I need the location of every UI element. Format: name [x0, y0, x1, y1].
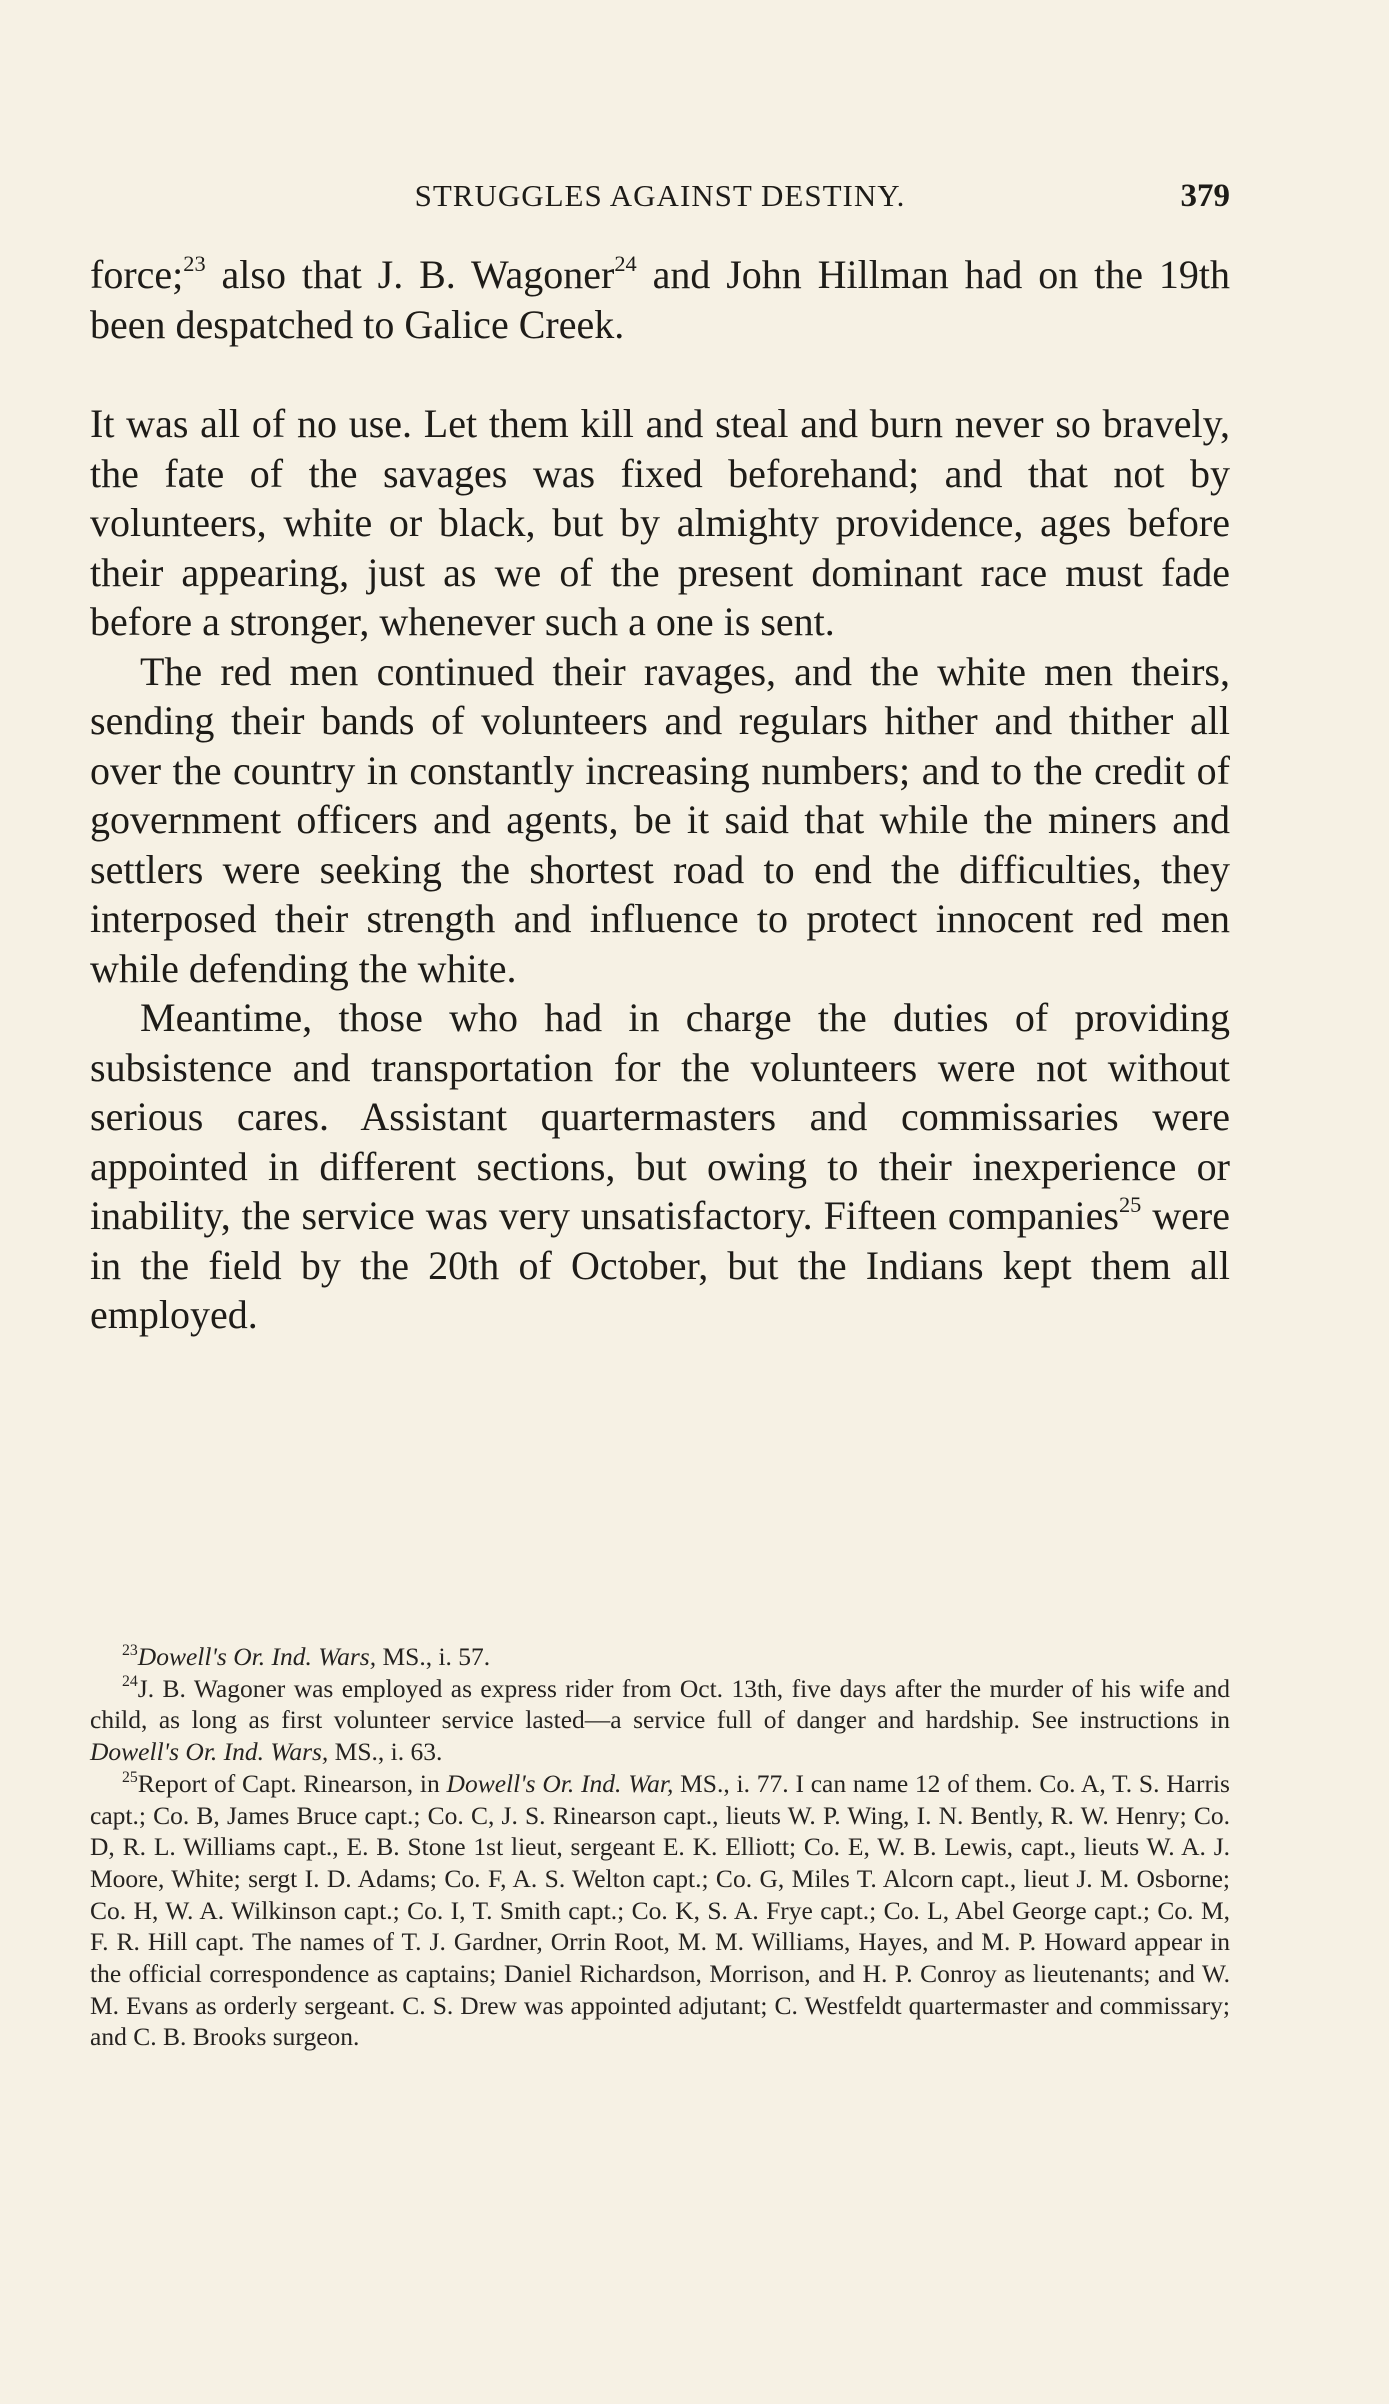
footnote-25: $^{25}$Report of Capt. Rinearson, in Dowell's Or. Ind. War, MS., i. 77. I can name 12 of them. Co. A, T. S. Harris capt.; Co. B, James Bruce capt.; Co. C, J. S. Rinearson capt., lieuts W. P. Wing, I. N. Bently, R. W. Henry; Co. D, R. L. Williams capt., E. B. Stone 1st lieut, sergeant E. K. Elliott; Co. E, W. B. Lewis, capt., lieuts W. A. J. Moore, White; sergt I. D. Adams; Co. F, A. S. Welton capt.; Co. G, Miles T. Alcorn capt., lieut J. M. Osborne; Co. H, W. A. Wilkinson capt.; Co. I, T. Smith capt.; Co. K, S. A. Frye capt.; Co. L, Abel George capt.; Co. M, F. R. Hill capt. The names of T. J. Gardner, Orrin Root, M. M. Williams, Hayes, and M. P. Howard appear in the official correspondence as captains; Daniel Richardson, Morrison, and H. P. Conroy as lieutenants; and W. M. Evans as orderly sergeant. C. S. Drew was appointed adjutant; C. Westfeldt quartermaster and commissary; and C. B. Brooks surgeon.: [90, 1768, 1230, 2052]
page-number: 379: [1180, 178, 1230, 214]
footnote-24: $^{24}$J. B. Wagoner was employed as express rider from Oct. 13th, five days after the murder of his wife and child, as long as first volunteer service lasted—a service full of danger and hardship. See instructions in Dowell's Or. Ind. Wars, MS., i. 63.: [90, 1673, 1230, 1767]
body-text: [90, 250, 1230, 1340]
paragraph-4: Meantime, those who had in charge the duties of providing subsistence and transportation for the volunteers were not without serious cares. Assistant quartermasters and commissaries were appointed in different sections, but owing to their inexperience or inability, the service was very unsatisfactory. Fifteen companies$^{25}$ were in the field by the 20th of October, but the Indians kept them all employed.: [90, 995, 1230, 1337]
paragraph-1: force;$^{23}$ also that J. B. Wagoner$^{24}$ and John Hillman had on the 19th been despatched to Galice Creek.: [90, 251, 1230, 347]
footnote-ref-24: 24: [614, 251, 637, 277]
paragraph-3: The red men continued their ravages, and the white men theirs, sending their bands of volunteers and regulars hither and thither all over the country in constantly increasing numbers; and to the credit of government officers and agents, be it said that while the miners and settlers were seeking the shortest road to end the difficulties, they interposed their strength and influence to protect innocent red men while defending the white.: [90, 648, 1230, 991]
footnote-ref-23: 23: [183, 251, 206, 277]
footnote-ref-25: 25: [1118, 1192, 1142, 1218]
footnotes: [90, 1641, 1230, 2053]
running-head: [90, 172, 1230, 222]
footnote-23: $^{23}$Dowell's Or. Ind. Wars, MS., i. 57.: [122, 1641, 491, 1671]
running-title: STRUGGLES AGAINST DESTINY.: [414, 178, 906, 213]
book-page: [90, 0, 1230, 2404]
paragraph-2: It was all of no use. Let them kill and steal and burn never so bravely, the fate of the savages was fixed beforehand; and that not by volunteers, white or black, but by almighty providence, ages before their appearing, just as we of the present dominant race must fade before a stronger, whenever such a one is sent.: [90, 401, 1230, 644]
